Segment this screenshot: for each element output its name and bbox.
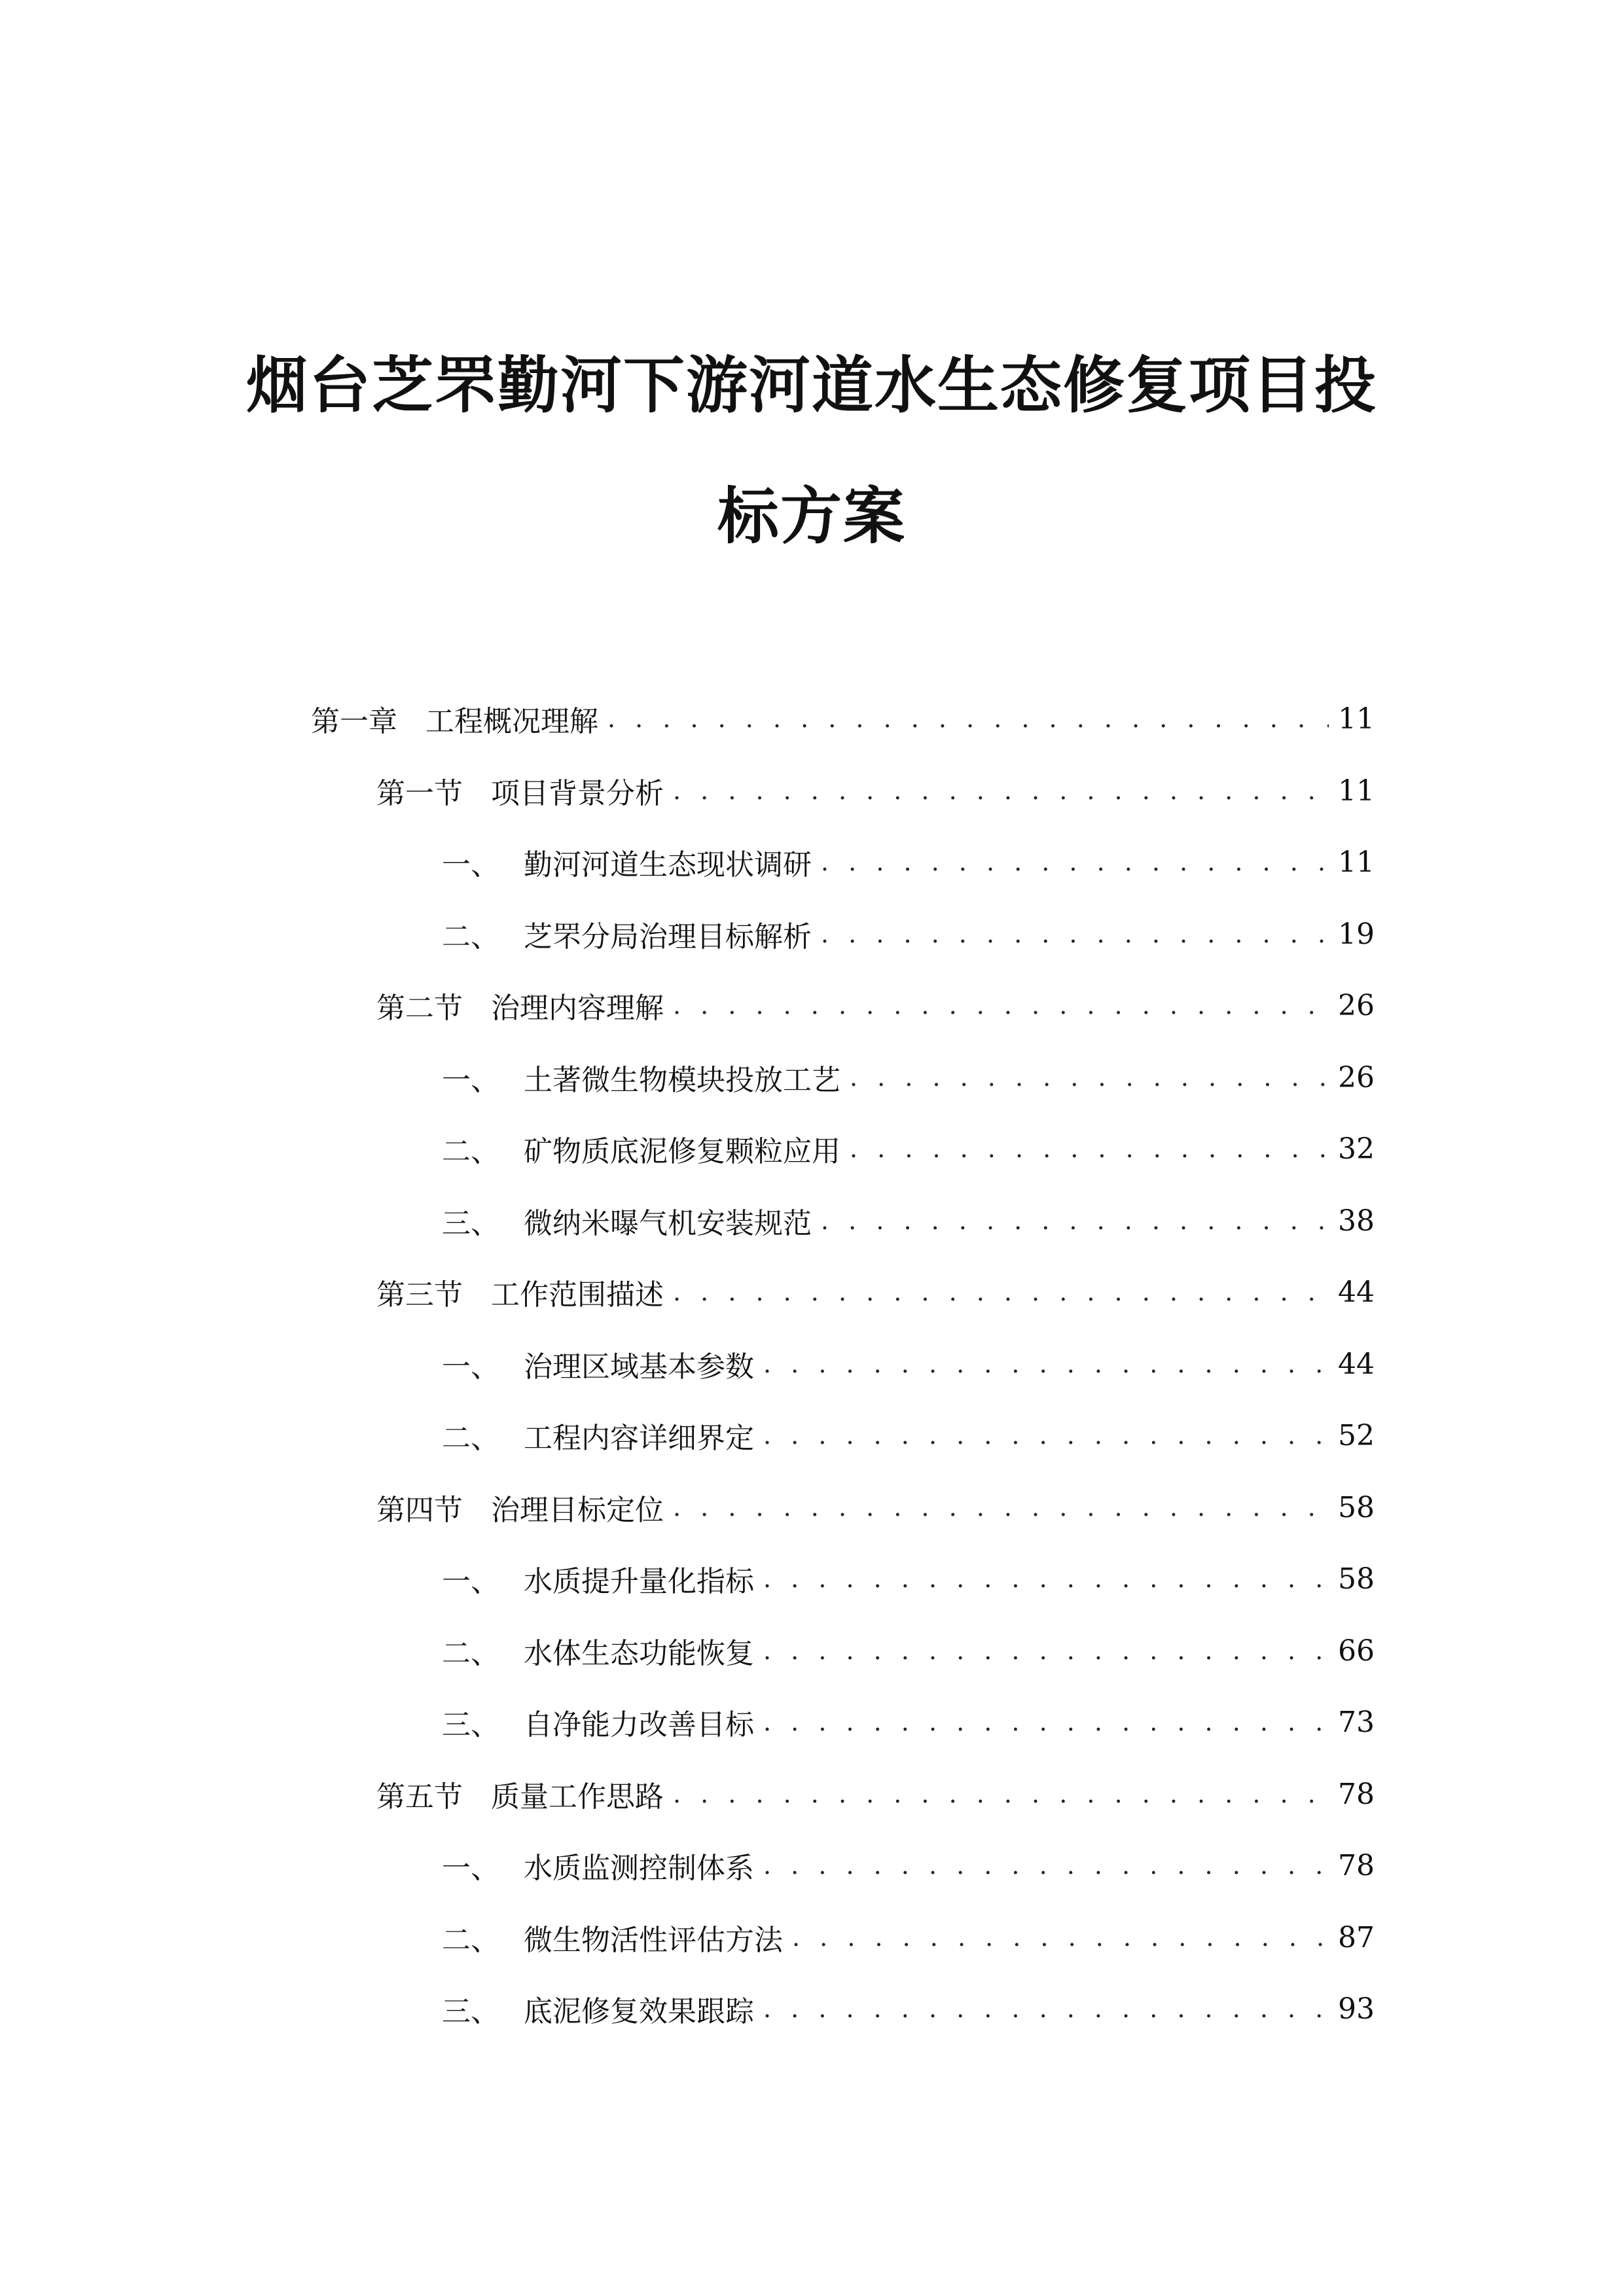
toc-dot-leader xyxy=(763,1839,1329,1892)
toc-dot-leader xyxy=(763,1696,1329,1748)
toc-dot-leader xyxy=(763,1982,1329,2035)
toc-entry-number: 第三节 xyxy=(376,1278,463,1312)
toc-entry-number: 一、 xyxy=(442,848,499,882)
toc-entry[interactable] xyxy=(442,1839,1373,1892)
toc-entry[interactable] xyxy=(376,1768,1373,1820)
toc-entry[interactable] xyxy=(442,1338,1373,1390)
toc-entry-page-number: 32 xyxy=(1338,1132,1375,1166)
toc-entry-page-number: 26 xyxy=(1338,988,1375,1022)
toc-dot-leader xyxy=(850,1122,1329,1175)
toc-entry-number: 二、 xyxy=(442,1637,499,1670)
toc-entry-page-number: 58 xyxy=(1338,1490,1375,1524)
toc-entry[interactable] xyxy=(376,764,1373,817)
toc-entry[interactable] xyxy=(442,836,1373,888)
toc-dot-leader xyxy=(792,1911,1329,1964)
toc-entry-page-number: 11 xyxy=(1338,774,1375,808)
toc-entry-number: 第二节 xyxy=(376,992,463,1025)
toc-entry-number: 一、 xyxy=(442,1852,499,1885)
toc-entry-title: 芝罘分局治理目标解析 xyxy=(524,920,812,954)
toc-dot-leader xyxy=(821,836,1329,888)
toc-dot-leader xyxy=(607,692,1329,745)
toc-entry-title: 水体生态功能恢复 xyxy=(524,1637,754,1670)
toc-entry-title: 治理内容理解 xyxy=(491,992,664,1025)
toc-entry[interactable] xyxy=(442,1122,1373,1175)
toc-entry-title: 工程概况理解 xyxy=(425,705,598,738)
toc-entry-page-number: 73 xyxy=(1338,1705,1375,1739)
toc-entry-page-number: 52 xyxy=(1338,1418,1375,1452)
toc-entry-number: 一、 xyxy=(442,1064,499,1097)
toc-dot-leader xyxy=(763,1409,1329,1462)
toc-entry-page-number: 19 xyxy=(1338,917,1375,951)
toc-entry-page-number: 58 xyxy=(1338,1562,1375,1596)
toc-dot-leader xyxy=(673,1266,1329,1318)
toc-entry-title: 工作范围描述 xyxy=(491,1278,664,1312)
toc-entry-number: 二、 xyxy=(442,1422,499,1455)
toc-entry-title: 治理区域基本参数 xyxy=(524,1350,754,1384)
toc-entry-page-number: 26 xyxy=(1338,1060,1375,1094)
toc-entry-page-number: 78 xyxy=(1338,1777,1375,1811)
toc-entry-page-number: 66 xyxy=(1338,1634,1375,1668)
toc-entry[interactable] xyxy=(442,1051,1373,1103)
toc-entry-title: 治理目标定位 xyxy=(491,1494,664,1527)
toc-entry-title: 工程内容详细界定 xyxy=(524,1422,754,1455)
toc-entry-number: 三、 xyxy=(442,1995,499,2028)
toc-entry-page-number: 44 xyxy=(1338,1275,1375,1309)
toc-entry-number: 二、 xyxy=(442,920,499,954)
toc-dot-leader xyxy=(673,1768,1329,1820)
toc-entry-page-number: 11 xyxy=(1338,845,1375,879)
document-title xyxy=(196,321,1427,583)
toc-entry-title: 底泥修复效果跟踪 xyxy=(524,1995,754,2028)
toc-entry[interactable] xyxy=(311,692,1373,745)
title-line-1: 烟台芝罘勤河下游河道水生态修复项目投 xyxy=(245,350,1377,422)
toc-entry-number: 二、 xyxy=(442,1924,499,1957)
toc-entry-page-number: 44 xyxy=(1338,1347,1375,1381)
toc-entry-number: 第一节 xyxy=(376,777,463,810)
toc-entry-title: 土著微生物模块投放工艺 xyxy=(524,1064,840,1097)
toc-entry-number: 三、 xyxy=(442,1708,499,1742)
toc-dot-leader xyxy=(763,1552,1329,1605)
toc-dot-leader xyxy=(673,1481,1329,1534)
toc-entry[interactable] xyxy=(376,979,1373,1031)
toc-entry-title: 微纳米曝气机安装规范 xyxy=(524,1207,812,1240)
toc-entry[interactable] xyxy=(442,1982,1373,2035)
toc-entry-title: 微生物活性评估方法 xyxy=(524,1924,783,1957)
toc-entry[interactable] xyxy=(442,908,1373,960)
toc-dot-leader xyxy=(850,1051,1329,1103)
toc-entry-title: 项目背景分析 xyxy=(491,777,664,810)
toc-entry[interactable] xyxy=(442,1552,1373,1605)
toc-entry-title: 水质提升量化指标 xyxy=(524,1565,754,1598)
toc-dot-leader xyxy=(821,1194,1329,1247)
toc-entry[interactable] xyxy=(376,1481,1373,1534)
toc-entry-page-number: 78 xyxy=(1338,1848,1375,1882)
toc-dot-leader xyxy=(821,908,1329,960)
toc-entry-title: 矿物质底泥修复颗粒应用 xyxy=(524,1135,840,1168)
toc-entry-number: 一、 xyxy=(442,1565,499,1598)
toc-entry-number: 二、 xyxy=(442,1135,499,1168)
toc-dot-leader xyxy=(763,1624,1329,1677)
toc-entry-number: 一、 xyxy=(442,1350,499,1384)
toc-entry[interactable] xyxy=(442,1409,1373,1462)
toc-dot-leader xyxy=(673,979,1329,1031)
toc-entry-title: 自净能力改善目标 xyxy=(524,1708,754,1742)
toc-entry-title: 水质监测控制体系 xyxy=(524,1852,754,1885)
toc-entry-number: 三、 xyxy=(442,1207,499,1240)
toc-entry-number: 第一章 xyxy=(311,705,397,738)
toc-entry-page-number: 38 xyxy=(1338,1204,1375,1238)
toc-entry-title: 质量工作思路 xyxy=(491,1780,664,1814)
toc-entry-page-number: 93 xyxy=(1338,1992,1375,2026)
toc-entry-number: 第四节 xyxy=(376,1494,463,1527)
title-line-2: 标方案 xyxy=(717,481,906,552)
toc-entry[interactable] xyxy=(442,1696,1373,1748)
toc-entry-page-number: 87 xyxy=(1338,1920,1375,1954)
toc-entry[interactable] xyxy=(376,1266,1373,1318)
toc-entry-number: 第五节 xyxy=(376,1780,463,1814)
toc-entry-title: 勤河河道生态现状调研 xyxy=(524,848,812,882)
toc-entry[interactable] xyxy=(442,1624,1373,1677)
toc-dot-leader xyxy=(673,764,1329,817)
toc-entry[interactable] xyxy=(442,1911,1373,1964)
toc-entry-page-number: 11 xyxy=(1338,702,1375,736)
toc-entry[interactable] xyxy=(442,1194,1373,1247)
toc-dot-leader xyxy=(763,1338,1329,1390)
